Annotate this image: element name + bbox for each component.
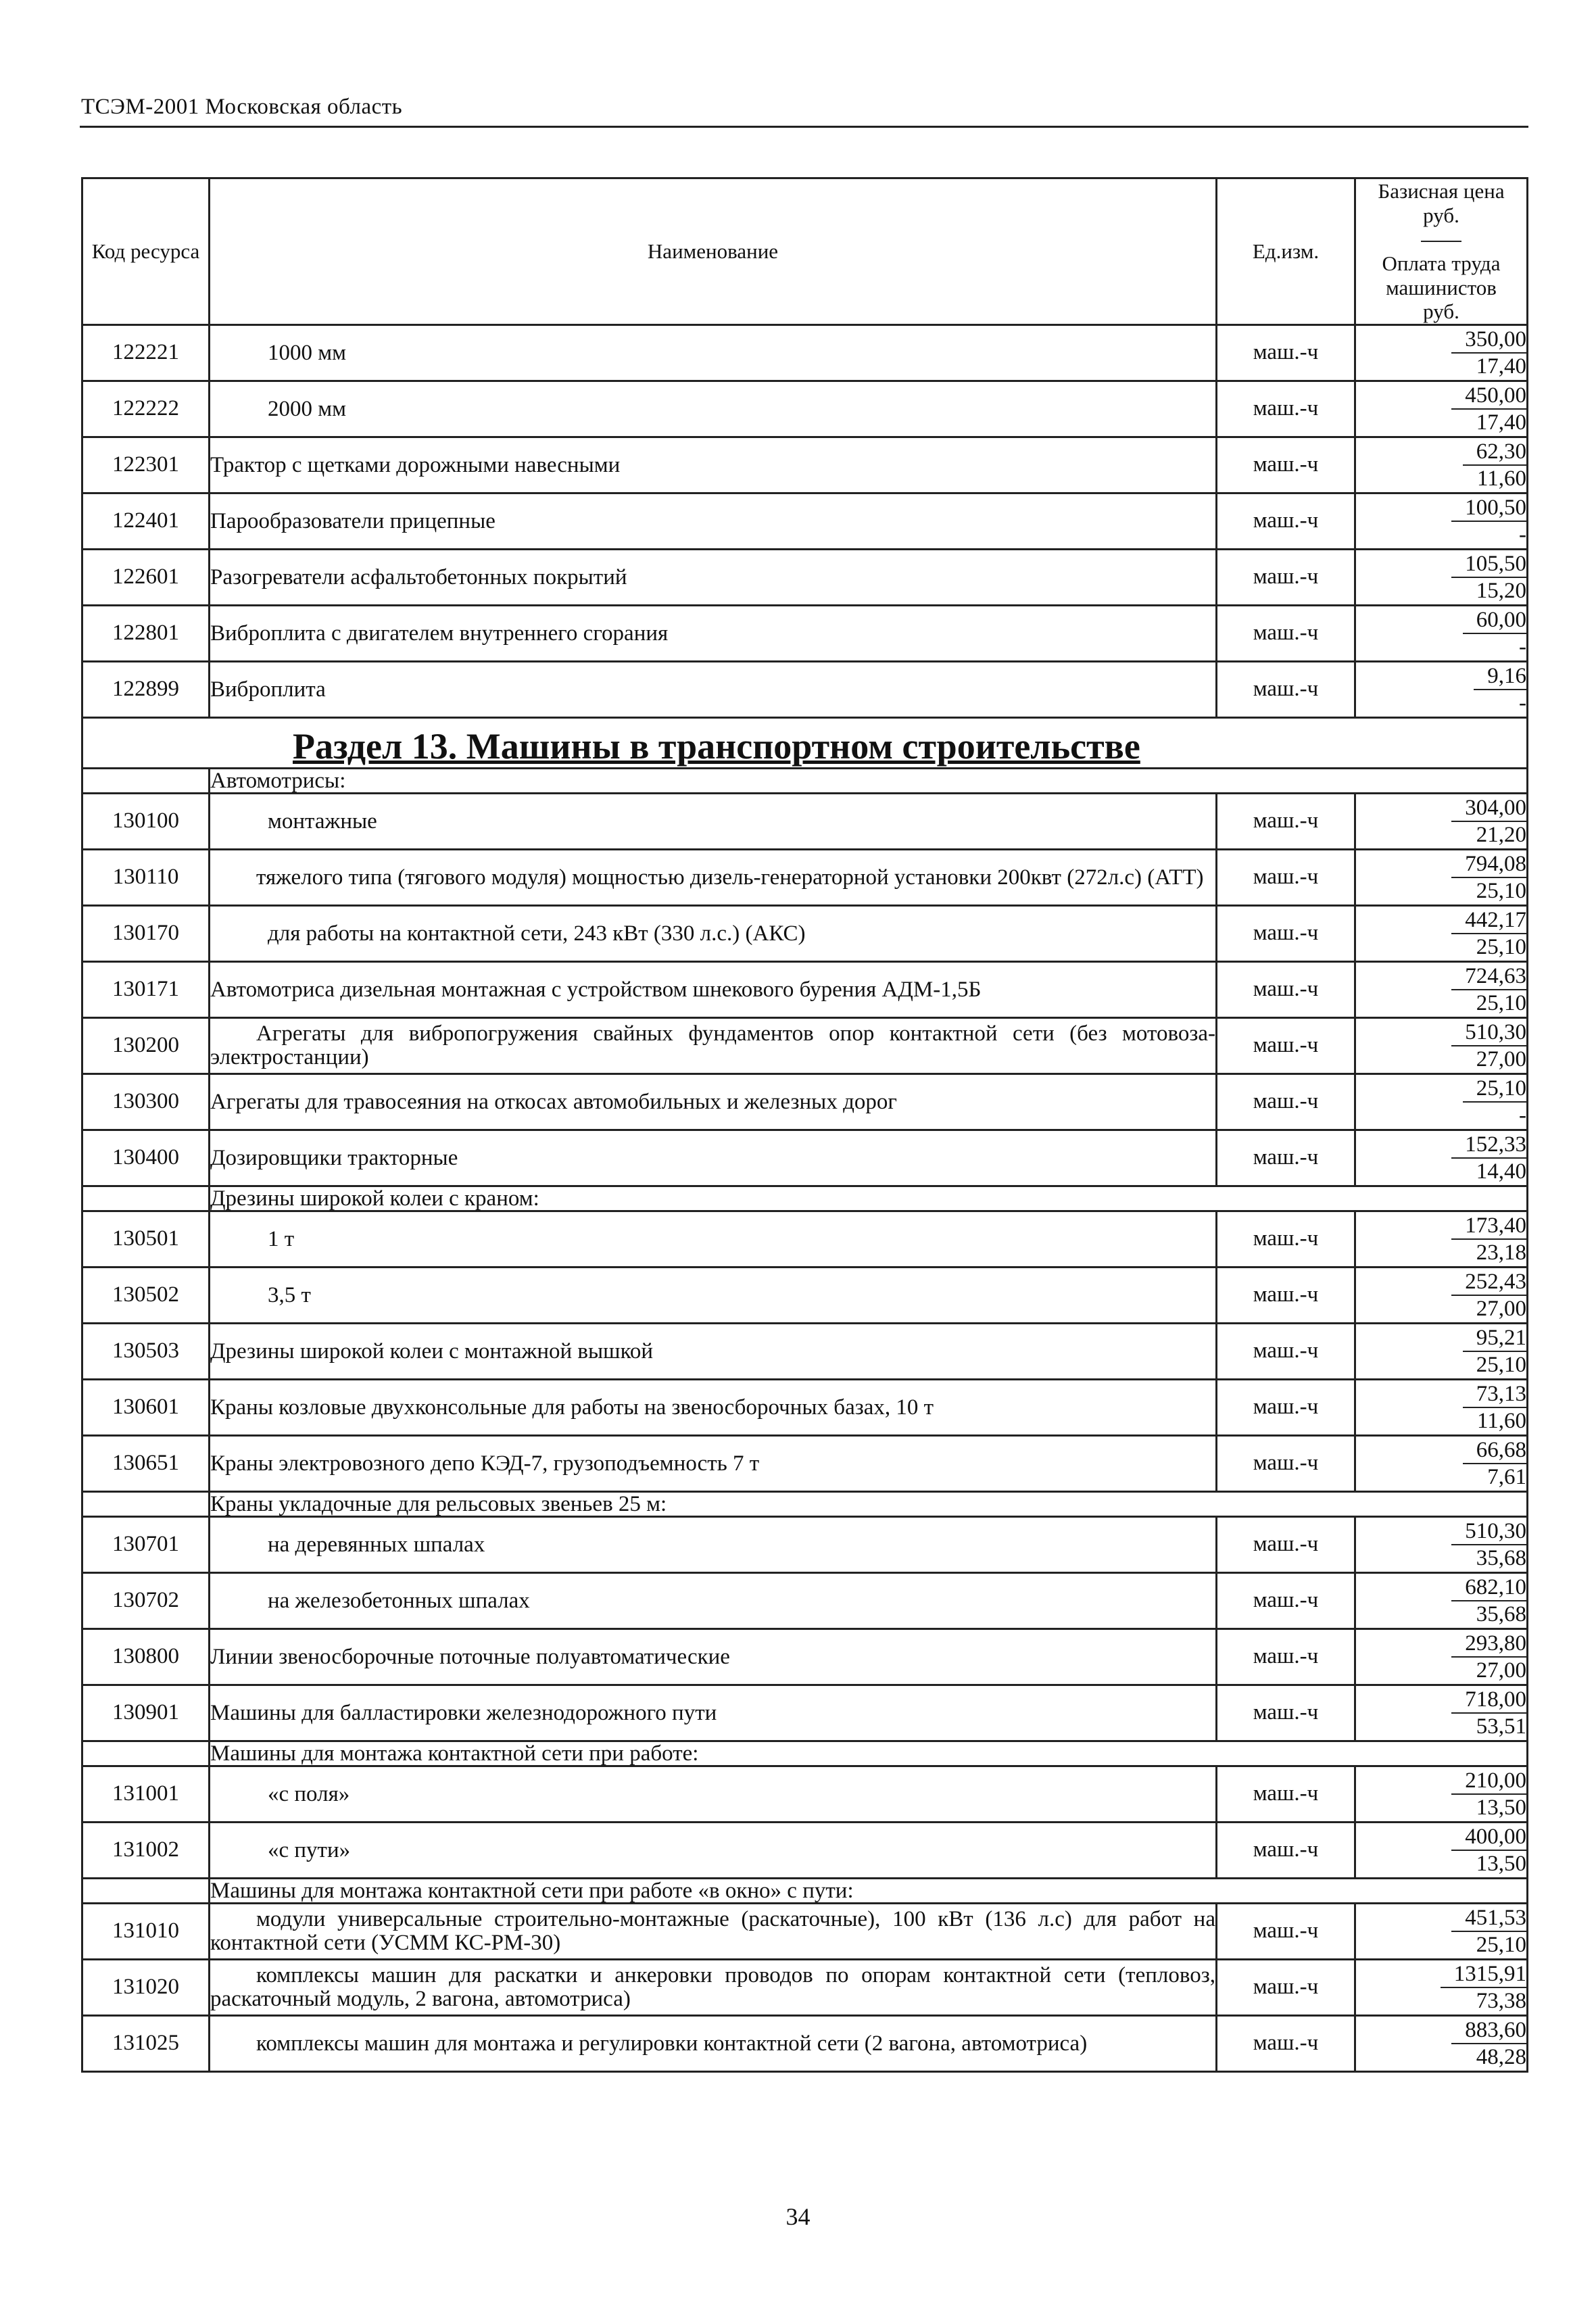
operator-wage: 13,50 [1476,1795,1526,1820]
operator-wage: 17,40 [1476,354,1526,379]
resource-code: 130170 [82,905,210,961]
resource-code: 130100 [82,793,210,849]
resource-code: 130400 [82,1130,210,1186]
table-row [82,2015,1528,2071]
resource-code: 131020 [82,1959,210,2015]
base-price: 252,43 [1451,1269,1526,1296]
subtitle-row-3 [82,1491,1528,1516]
price-cell [1355,1073,1528,1130]
price-values [1451,1631,1526,1683]
base-price: 9,16 [1474,663,1526,690]
rows-group-e [82,1766,1528,1878]
price-cell [1355,1323,1528,1379]
unit-cell: маш.-ч [1217,1572,1355,1629]
table-row [82,849,1528,905]
price-values [1451,1518,1526,1571]
resource-name: Виброплита с двигателем внутреннего сгорания [210,605,1217,661]
header-rule [80,126,1528,128]
header-price-divider [1421,239,1461,242]
price-cell [1355,2015,1528,2071]
operator-wage: 25,10 [1476,990,1526,1015]
unit-cell: маш.-ч [1217,1685,1355,1741]
base-price: 451,53 [1451,1905,1526,1932]
resource-name: комплексы машин для раскатки и анкеровки проводов по опорам контактной сети (тепловоз, раскаточный модуль, 2 вагона, автомотриса) [210,1959,1217,2015]
unit-cell: маш.-ч [1217,1959,1355,2015]
resource-code: 131010 [82,1903,210,1959]
price-values [1463,607,1526,660]
operator-wage: 25,10 [1476,934,1526,959]
resource-code: 131002 [82,1822,210,1878]
unit-cell: маш.-ч [1217,381,1355,437]
base-price: 350,00 [1451,327,1526,354]
rows-group-a [82,324,1528,717]
base-price: 66,68 [1463,1437,1526,1464]
resource-name: Дозировщики тракторные [210,1130,1217,1186]
operator-wage: 25,10 [1476,1932,1526,1957]
price-cell [1355,1130,1528,1186]
table-row [82,1267,1528,1323]
price-values [1451,851,1526,904]
price-cell [1355,1766,1528,1822]
resource-name: 2000 мм [210,381,1217,437]
operator-wage: - [1519,522,1526,547]
operator-wage: 11,60 [1476,466,1526,491]
price-cell [1355,1959,1528,2015]
resource-name: модули универсальные строительно-монтажные (раскаточные), 100 кВт (136 л.с) для работ на контактной сети (УСММ КС-РМ-30) [210,1903,1217,1959]
price-values [1451,2017,1526,2070]
price-values [1451,327,1526,379]
table-row [82,1516,1528,1572]
table-row [82,1822,1528,1878]
price-cell [1355,493,1528,549]
base-price: 210,00 [1451,1768,1526,1795]
operator-wage: 48,28 [1476,2044,1526,2069]
price-values [1474,663,1526,716]
table-row [82,1903,1528,1959]
price-values [1463,1437,1526,1490]
resource-code: 130300 [82,1073,210,1130]
header-price-bottom: Оплата труда машинистов руб. [1382,251,1501,324]
price-cell [1355,1685,1528,1741]
resource-name: на деревянных шпалах [210,1516,1217,1572]
operator-wage: 14,40 [1476,1159,1526,1184]
header-price [1355,178,1528,325]
resource-code: 130501 [82,1211,210,1267]
resource-name: Краны электровозного депо КЭД-7, грузоподъемность 7 т [210,1435,1217,1491]
base-price: 718,00 [1451,1687,1526,1714]
operator-wage: 27,00 [1476,1296,1526,1321]
operator-wage: 21,20 [1476,822,1526,847]
resource-name: Трактор с щетками дорожными навесными [210,437,1217,493]
operator-wage: 25,10 [1476,878,1526,903]
resource-name: «с пути» [210,1822,1217,1878]
header-price-top: Базисная цена руб. [1378,179,1505,227]
table-row [82,1073,1528,1130]
unit-cell: маш.-ч [1217,1267,1355,1323]
base-price: 794,08 [1451,851,1526,878]
price-values [1451,795,1526,848]
resource-name: Машины для балластировки железнодорожного пути [210,1685,1217,1741]
price-cell [1355,905,1528,961]
resource-code: 130901 [82,1685,210,1741]
table-row [82,661,1528,717]
subtitle-3: Краны укладочные для рельсовых звеньев 25 м: [210,1491,1528,1516]
price-cell [1355,793,1528,849]
base-price: 95,21 [1463,1325,1526,1352]
price-values [1451,1269,1526,1322]
resource-name: комплексы машин для монтажа и регулировки контактной сети (2 вагона, автомотриса) [210,2015,1217,2071]
operator-wage: 27,00 [1476,1658,1526,1683]
resource-code: 122401 [82,493,210,549]
price-values [1463,1076,1526,1128]
resource-name: 1000 мм [210,324,1217,381]
price-values [1451,1824,1526,1877]
price-values [1451,1905,1526,1958]
table-row [82,961,1528,1017]
operator-wage: 15,20 [1476,578,1526,603]
base-price: 450,00 [1451,383,1526,410]
unit-cell: маш.-ч [1217,437,1355,493]
table-row [82,324,1528,381]
table-header-row [82,178,1528,325]
resource-name: 3,5 т [210,1267,1217,1323]
unit-cell: маш.-ч [1217,1629,1355,1685]
price-cell [1355,381,1528,437]
table-row [82,381,1528,437]
price-cell [1355,549,1528,605]
resource-name: монтажные [210,793,1217,849]
header-unit: Ед.изм. [1217,178,1355,325]
resource-code: 130601 [82,1379,210,1435]
unit-cell: маш.-ч [1217,905,1355,961]
price-cell [1355,1822,1528,1878]
unit-cell: маш.-ч [1217,1130,1355,1186]
price-cell [1355,849,1528,905]
unit-cell: маш.-ч [1217,1073,1355,1130]
base-price: 173,40 [1451,1213,1526,1240]
operator-wage: 53,51 [1476,1714,1526,1739]
unit-cell: маш.-ч [1217,1516,1355,1572]
subtitle-1: Автомотрисы: [210,768,1528,793]
operator-wage: 25,10 [1476,1352,1526,1377]
table-row [82,1572,1528,1629]
table-row [82,1435,1528,1491]
rows-group-f [82,1903,1528,2071]
table-row [82,1211,1528,1267]
base-price: 100,50 [1451,495,1526,522]
price-cell [1355,1516,1528,1572]
price-values [1463,1381,1526,1434]
unit-cell: маш.-ч [1217,1017,1355,1073]
base-price: 1315,91 [1441,1961,1526,1988]
price-cell [1355,1435,1528,1491]
operator-wage: - [1519,634,1526,659]
table-row [82,605,1528,661]
base-price: 73,13 [1463,1381,1526,1408]
subtitle-row-4 [82,1741,1528,1766]
price-cell [1355,605,1528,661]
resource-name: Дрезины широкой колеи с монтажной вышкой [210,1323,1217,1379]
base-price: 510,30 [1451,1518,1526,1545]
base-price: 682,10 [1451,1574,1526,1601]
section-row [82,717,1528,768]
price-cell [1355,1903,1528,1959]
unit-cell: маш.-ч [1217,1766,1355,1822]
base-price: 304,00 [1451,795,1526,822]
unit-cell: маш.-ч [1217,849,1355,905]
operator-wage: 35,68 [1476,1601,1526,1626]
resource-name: Разогреватели асфальтобетонных покрытий [210,549,1217,605]
price-cell [1355,1267,1528,1323]
unit-cell: маш.-ч [1217,549,1355,605]
unit-cell: маш.-ч [1217,661,1355,717]
price-values [1451,1132,1526,1184]
resource-code: 122222 [82,381,210,437]
resource-name: Автомотриса дизельная монтажная с устройством шнекового бурения АДМ-1,5Б [210,961,1217,1017]
price-cell [1355,324,1528,381]
price-values [1451,551,1526,604]
subtitle-row-2 [82,1186,1528,1211]
resource-code: 130200 [82,1017,210,1073]
table-row [82,1130,1528,1186]
price-values [1451,1213,1526,1265]
subtitle-4: Машины для монтажа контактной сети при работе: [210,1741,1528,1766]
resource-name: тяжелого типа (тягового модуля) мощностью дизель-генераторной установки 200квт (272л.с) (АТТ) [210,849,1217,905]
unit-cell: маш.-ч [1217,324,1355,381]
table-row [82,1629,1528,1685]
resource-code: 131001 [82,1766,210,1822]
resource-code: 122221 [82,324,210,381]
header-code: Код ресурса [82,178,210,325]
table-row [82,549,1528,605]
base-price: 105,50 [1451,551,1526,578]
operator-wage: 35,68 [1476,1545,1526,1570]
base-price: 25,10 [1463,1076,1526,1103]
unit-cell: маш.-ч [1217,793,1355,849]
table-row [82,437,1528,493]
table-row [82,793,1528,849]
price-cell [1355,1572,1528,1629]
resource-code: 122899 [82,661,210,717]
resource-code: 130702 [82,1572,210,1629]
operator-wage: 73,38 [1476,1988,1526,2013]
operator-wage: 17,40 [1476,410,1526,435]
table-row [82,1959,1528,2015]
unit-cell: маш.-ч [1217,605,1355,661]
resource-code: 122601 [82,549,210,605]
resource-name: 1 т [210,1211,1217,1267]
resource-code: 131025 [82,2015,210,2071]
unit-cell: маш.-ч [1217,1379,1355,1435]
unit-cell: маш.-ч [1217,2015,1355,2071]
price-cell [1355,661,1528,717]
page-number: 34 [785,2203,811,2230]
rows-group-d [82,1516,1528,1741]
subtitle-2: Дрезины широкой колеи с краном: [210,1186,1528,1211]
unit-cell: маш.-ч [1217,1903,1355,1959]
price-values [1451,1574,1526,1627]
price-cell [1355,961,1528,1017]
resource-code: 130110 [82,849,210,905]
subtitle-row-5 [82,1878,1528,1903]
resource-name: Агрегаты для вибропогружения свайных фундаментов опор контактной сети (без мотовоза-электростанции) [210,1017,1217,1073]
price-values [1451,383,1526,435]
base-price: 152,33 [1451,1132,1526,1159]
base-price: 510,30 [1451,1019,1526,1046]
header-name: Наименование [210,178,1217,325]
resource-code: 130800 [82,1629,210,1685]
resource-name: Агрегаты для травосеяния на откосах автомобильных и железных дорог [210,1073,1217,1130]
price-cell [1355,437,1528,493]
price-values [1451,495,1526,548]
price-cell [1355,1211,1528,1267]
operator-wage: 27,00 [1476,1046,1526,1071]
unit-cell: маш.-ч [1217,1822,1355,1878]
subtitle-5: Машины для монтажа контактной сети при работе «в окно» с пути: [210,1878,1528,1903]
resource-code: 130651 [82,1435,210,1491]
table-row [82,1685,1528,1741]
rows-group-b [82,793,1528,1186]
table-row [82,905,1528,961]
base-price: 60,00 [1463,607,1526,634]
resource-code: 130502 [82,1267,210,1323]
resource-code: 122301 [82,437,210,493]
resource-name: Краны козловые двухконсольные для работы на звеносборочных базах, 10 т [210,1379,1217,1435]
price-values [1441,1961,1526,2014]
unit-cell: маш.-ч [1217,1323,1355,1379]
resource-name: «с поля» [210,1766,1217,1822]
base-price: 62,30 [1463,439,1526,466]
resource-name: Виброплита [210,661,1217,717]
unit-cell: маш.-ч [1217,493,1355,549]
base-price: 442,17 [1451,907,1526,934]
resource-name: Парообразователи прицепные [210,493,1217,549]
price-cell [1355,1629,1528,1685]
resource-name: на железобетонных шпалах [210,1572,1217,1629]
price-values [1451,1019,1526,1072]
operator-wage: 11,60 [1476,1408,1526,1433]
rows-group-c [82,1211,1528,1491]
operator-wage: 7,61 [1487,1464,1526,1489]
operator-wage: 23,18 [1476,1240,1526,1265]
operator-wage: 13,50 [1476,1851,1526,1876]
price-cell [1355,1379,1528,1435]
price-values [1451,1768,1526,1820]
resource-table [81,177,1528,2073]
unit-cell: маш.-ч [1217,1211,1355,1267]
section-title: Раздел 13. Машины в транспортном строительстве [82,717,1528,768]
operator-wage: - [1519,1103,1526,1128]
document-header: ТСЭМ-2001 Московская область [81,95,403,119]
price-values [1451,963,1526,1016]
price-values [1463,1325,1526,1378]
unit-cell: маш.-ч [1217,1435,1355,1491]
price-values [1451,1687,1526,1739]
base-price: 883,60 [1451,2017,1526,2044]
subtitle-row-1 [82,768,1528,793]
resource-name: для работы на контактной сети, 243 кВт (330 л.с.) (АКС) [210,905,1217,961]
base-price: 293,80 [1451,1631,1526,1658]
resource-code: 130171 [82,961,210,1017]
table-row [82,1017,1528,1073]
table-row [82,1379,1528,1435]
base-price: 724,63 [1451,963,1526,990]
operator-wage: - [1519,690,1526,715]
base-price: 400,00 [1451,1824,1526,1851]
resource-name: Линии звеносборочные поточные полуавтоматические [210,1629,1217,1685]
resource-code: 130701 [82,1516,210,1572]
unit-cell: маш.-ч [1217,961,1355,1017]
resource-code: 122801 [82,605,210,661]
price-values [1463,439,1526,491]
price-values [1451,907,1526,960]
table-row [82,1323,1528,1379]
price-cell [1355,1017,1528,1073]
table-row [82,493,1528,549]
table-row [82,1766,1528,1822]
resource-code: 130503 [82,1323,210,1379]
